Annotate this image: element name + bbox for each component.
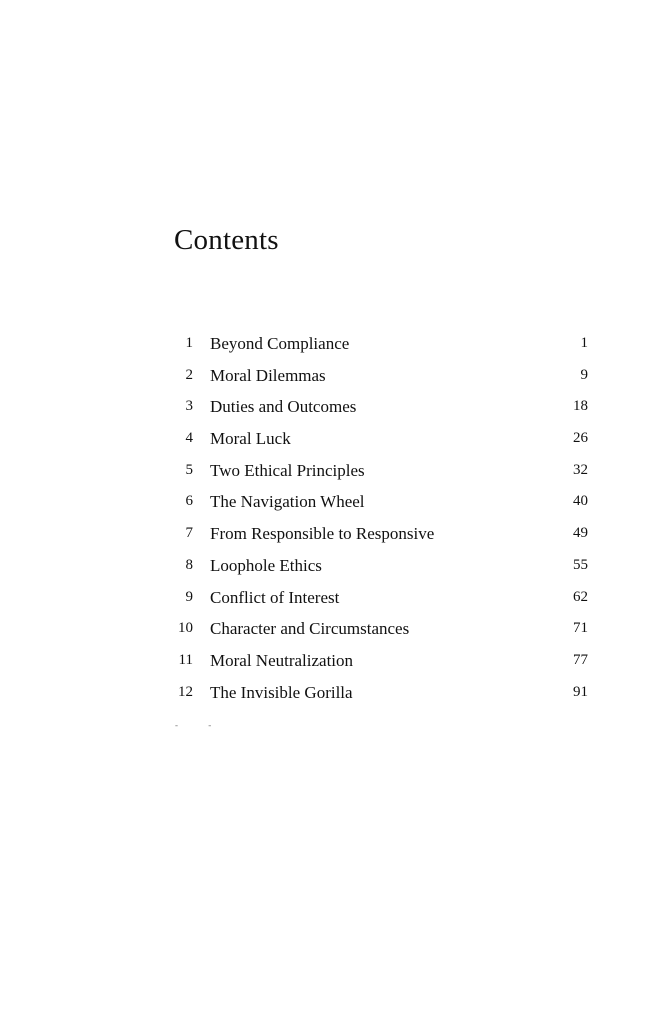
chapter-page-number: 32 [573,461,588,478]
toc-entry[interactable] [160,391,592,423]
chapter-title: Moral Dilemmas [210,365,326,385]
chapter-number: 6 [185,493,193,510]
chapter-title: From Responsible to Responsive [210,524,435,544]
chapter-number: 8 [185,556,193,573]
chapter-title: Two Ethical Principles [210,460,365,480]
table-of-contents [160,328,592,708]
toc-entry[interactable] [160,550,592,582]
chapter-page-number: 91 [573,683,588,700]
chapter-title: Conflict of Interest [210,587,340,607]
toc-entry[interactable] [160,423,592,455]
chapter-page-number: 77 [573,651,588,668]
chapter-page-number: 55 [573,556,588,573]
chapter-title: Character and Circumstances [210,619,410,639]
toc-entry[interactable] [160,582,592,614]
chapter-number: 12 [178,683,193,700]
chapter-title: The Invisible Gorilla [210,682,353,702]
toc-entry[interactable] [160,677,592,709]
toc-entry[interactable] [160,328,592,360]
chapter-title: Beyond Compliance [210,334,350,353]
chapter-number: 5 [185,461,193,478]
chapter-number: 3 [185,398,193,415]
chapter-title: Moral Neutralization [210,650,354,670]
toc-entry[interactable] [160,613,592,645]
toc-entry[interactable] [160,455,592,487]
chapter-number: 7 [185,525,193,542]
chapter-page-number: 71 [573,620,588,637]
page-title: Contents [174,224,279,256]
toc-entry[interactable] [160,486,592,518]
chapter-number: 9 [185,588,193,605]
toc-entry[interactable] [160,518,592,550]
chapter-page-number: 49 [573,525,588,542]
toc-entry[interactable] [160,645,592,677]
chapter-number: 2 [185,366,193,383]
chapter-page-number: 1 [580,335,588,351]
chapter-page-number: 62 [573,588,588,605]
chapter-page-number: 9 [580,366,588,383]
chapter-title: Duties and Outcomes [210,397,357,417]
toc-entry[interactable] [160,360,592,392]
chapter-title: Loophole Ethics [210,555,322,575]
chapter-number: 4 [185,430,193,447]
chapter-number: 11 [178,651,193,668]
chapter-title: Moral Luck [210,429,291,449]
chapter-title: The Navigation Wheel [210,492,365,512]
chapter-page-number: 26 [573,430,588,447]
chapter-page-number: 40 [573,493,588,510]
chapter-number: 10 [178,620,193,637]
scan-artifact-marks: - - [175,720,226,730]
chapter-number: 1 [185,335,193,351]
chapter-page-number: 18 [573,398,588,415]
